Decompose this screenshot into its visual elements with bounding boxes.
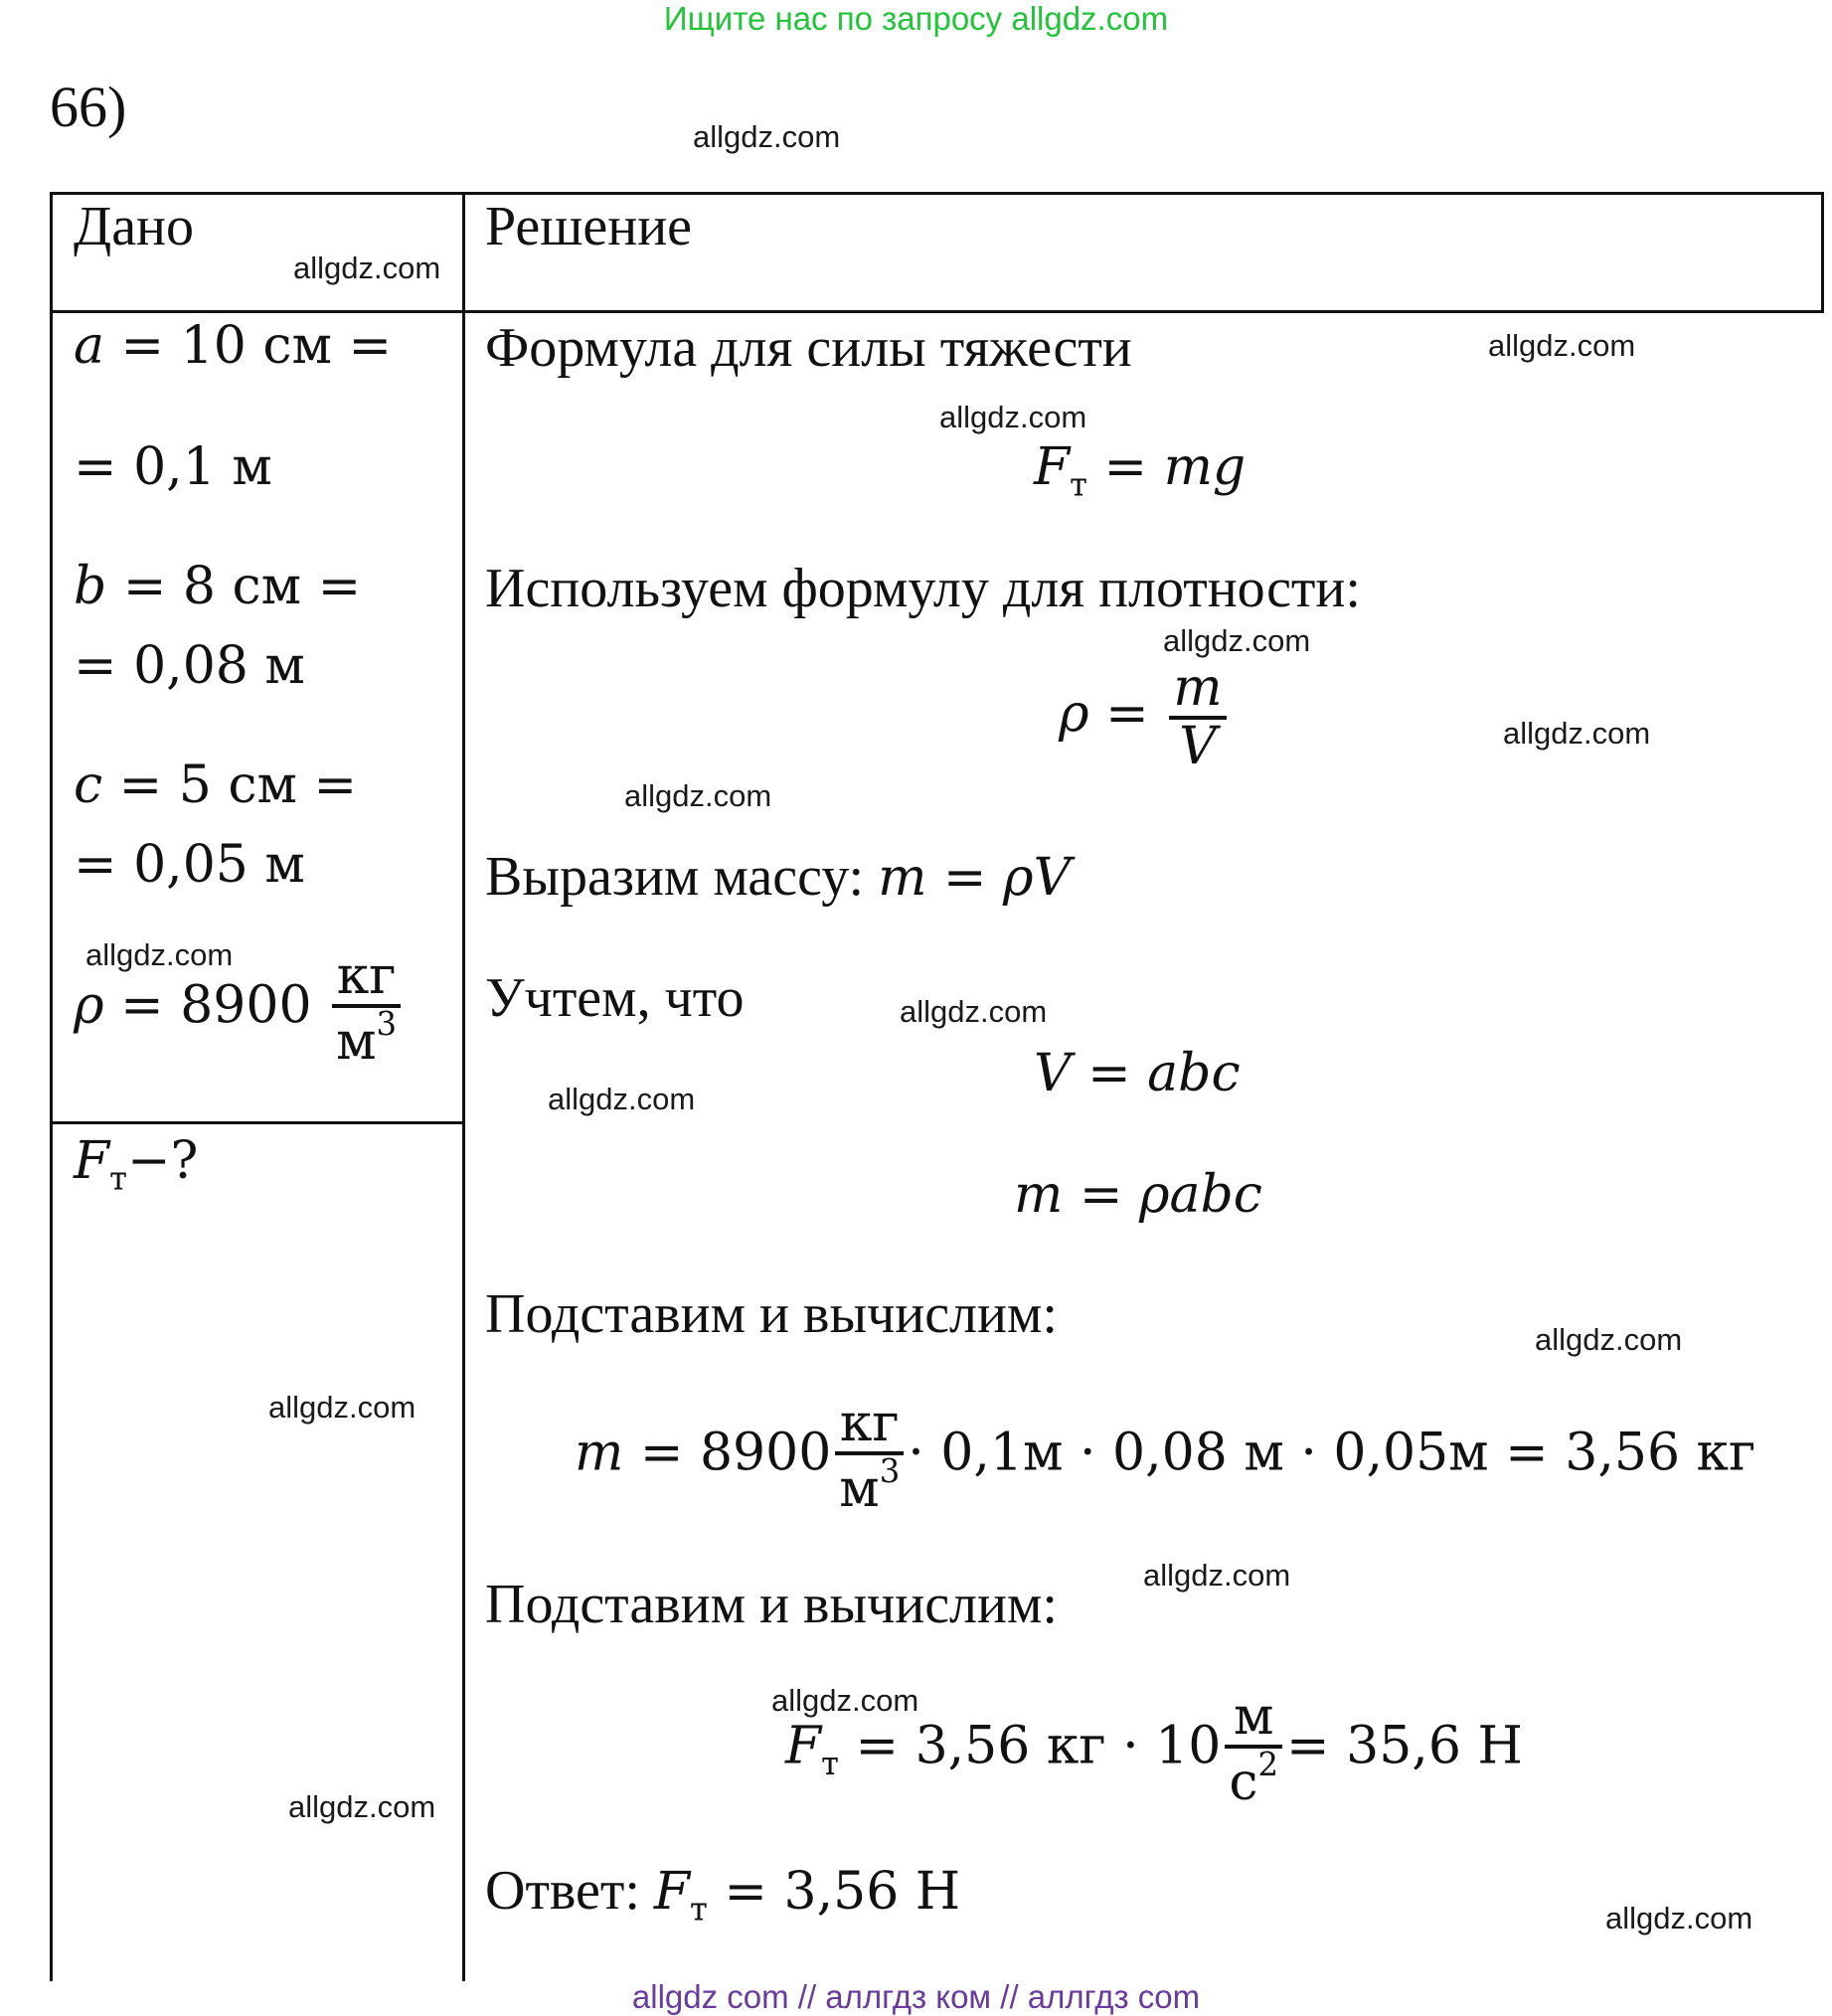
header-solution: Решение xyxy=(485,196,693,257)
given-find: $F_т-$? xyxy=(74,1131,199,1198)
task-number: 66) xyxy=(50,75,127,139)
solution-calc-label-2: Подставим и вычислим: xyxy=(485,1574,1058,1635)
formula-force-calc: $F_т = 3,56$ кг · 10 $\frac{м}{с^2}$ = 35,6 Н xyxy=(785,1687,1523,1812)
watermark: allgdz.com xyxy=(1503,716,1651,751)
watermark: allgdz.com xyxy=(288,1789,436,1824)
watermark: allgdz.com xyxy=(900,994,1048,1029)
solution-calc-label-1: Подставим и вычислим: xyxy=(485,1283,1058,1345)
watermark: allgdz.com xyxy=(1143,1558,1291,1593)
table-top-border xyxy=(50,192,1824,195)
solution-gravity-label: Формула для силы тяжести xyxy=(485,317,1132,379)
watermark: allgdz.com xyxy=(693,119,841,154)
formula-mass-abc: m = ρabc xyxy=(1014,1165,1262,1225)
given-c-line2: = 0,05 м xyxy=(74,835,305,895)
watermark: allgdz.com xyxy=(1605,1901,1753,1935)
watermark: allgdz.com xyxy=(548,1082,696,1116)
density-fraction: $\frac{m}{V}$ xyxy=(1169,661,1226,773)
formula-mass-calc: m = 8900 $\frac{кг}{м^3}$ · 0,1м · 0,08 м · 0,05м = 3,56 кг xyxy=(575,1394,1756,1519)
density-unit-fraction: $\frac{кг}{м^3}$ xyxy=(332,949,401,1069)
mass-unit-fraction: $\frac{кг}{м^3}$ xyxy=(835,1397,904,1516)
watermark: allgdz.com xyxy=(85,937,234,972)
formula-gravity: $F_т$ = mg xyxy=(1034,437,1247,504)
watermark: allgdz.com xyxy=(293,251,441,285)
top-banner: Ищите нас по запросу allgdz.com xyxy=(663,0,1169,37)
formula-volume: V = abc xyxy=(1034,1044,1241,1103)
answer-line: Ответ: $F_т = 3,56$ Н xyxy=(485,1860,961,1929)
given-find-divider xyxy=(50,1121,463,1124)
bottom-banner: allgdz com // аллгдз ком // аллгдз com xyxy=(631,1978,1201,2015)
formula-density: ρ = $\frac{m}{V}$ xyxy=(1059,661,1231,773)
table-left-border xyxy=(50,192,53,1981)
solution-density-label: Используем формулу для плотности: xyxy=(485,558,1361,619)
watermark: allgdz.com xyxy=(1535,1322,1683,1357)
watermark: allgdz.com xyxy=(1163,623,1311,658)
acceleration-unit-fraction: $\frac{м}{с^2}$ xyxy=(1225,1690,1282,1809)
given-density: ρ = 8900 $\frac{кг}{м^3}$ xyxy=(74,949,405,1069)
given-b-line1: b = 8 см = xyxy=(74,557,362,616)
given-a-line2: = 0,1 м xyxy=(74,437,272,497)
watermark: allgdz.com xyxy=(939,400,1087,434)
table-header-divider xyxy=(50,310,1824,313)
given-a-line1: a = 10 см = xyxy=(74,316,393,376)
watermark: allgdz.com xyxy=(1488,328,1636,363)
given-b-line2: = 0,08 м xyxy=(74,636,305,696)
watermark: allgdz.com xyxy=(771,1683,919,1718)
watermark: allgdz.com xyxy=(268,1390,416,1425)
table-column-divider xyxy=(462,192,465,1981)
watermark: allgdz.com xyxy=(624,778,772,813)
header-given: Дано xyxy=(74,196,195,257)
solution-mass-label: Выразим массу: m = ρV xyxy=(485,846,1072,908)
given-c-line1: c = 5 см = xyxy=(74,756,358,815)
solution-note-label: Учтем, что xyxy=(485,967,745,1029)
table-right-border xyxy=(1821,192,1824,311)
